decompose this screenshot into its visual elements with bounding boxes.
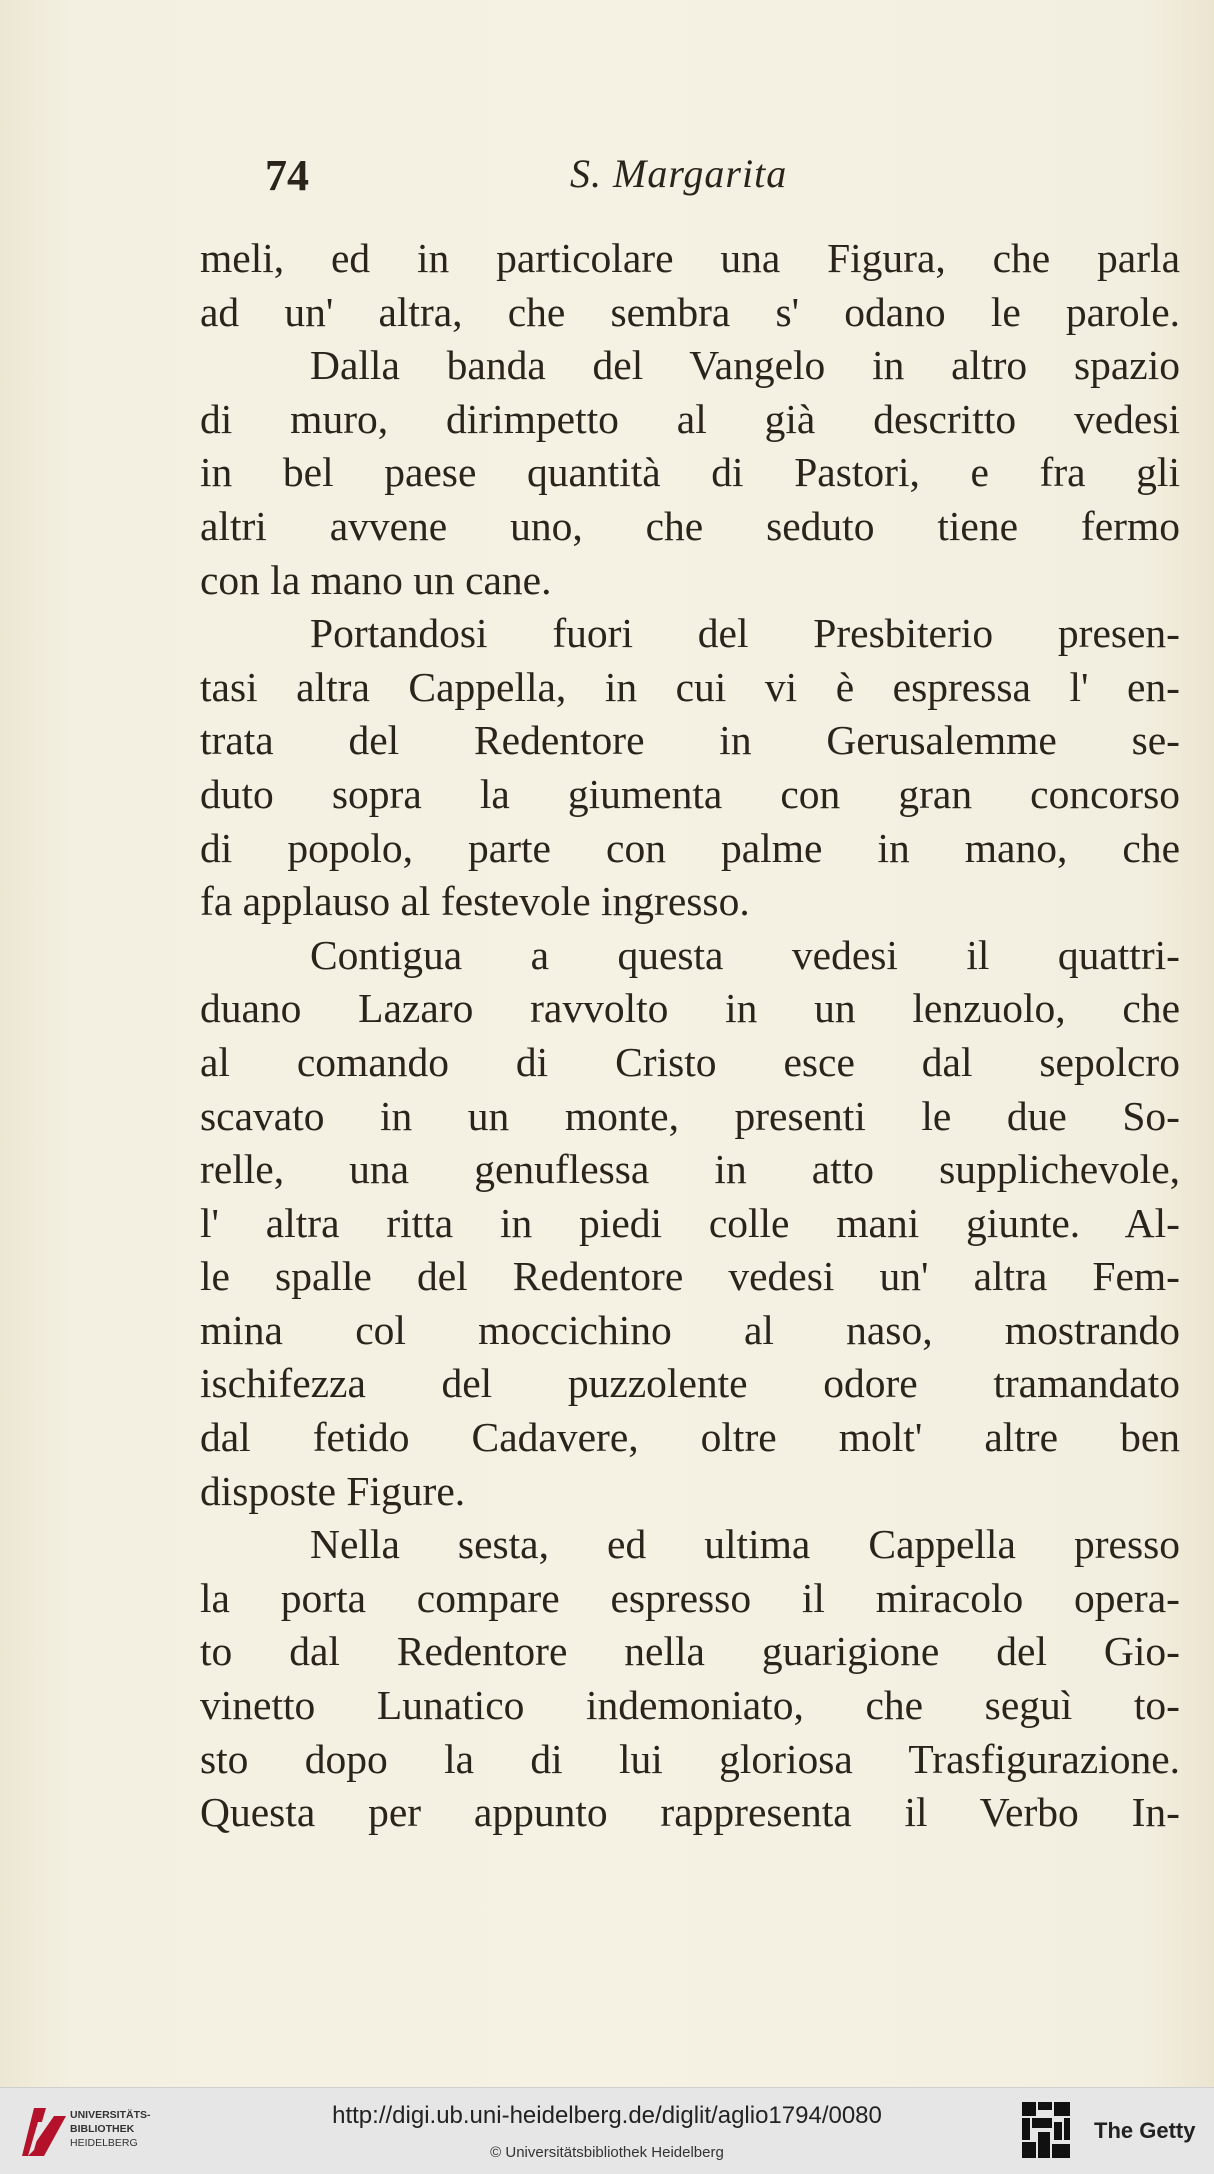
text-line: duto sopra la giumenta con gran concorso bbox=[200, 770, 1180, 817]
getty-name: The Getty bbox=[1094, 2118, 1196, 2143]
text-line: in bel paese quantità di Pastori, e fra gli bbox=[200, 449, 1180, 496]
text-line: con la mano un cane. bbox=[200, 556, 552, 603]
getty-logo-icon bbox=[1020, 2100, 1072, 2160]
text-line: ischifezza del puzzolente odore tramandato bbox=[200, 1360, 1180, 1407]
permalink-url[interactable]: http://digi.ub.uni-heidelberg.de/diglit/aglio1794/0080 bbox=[332, 2102, 882, 2129]
text-line: tasi altra Cappella, in cui vi è espressa l' en- bbox=[200, 663, 1180, 710]
text-line: ad un' altra, che sembra s' odano le parole. bbox=[200, 288, 1180, 335]
text-line: sto dopo la di lui gloriosa Trasfigurazione. bbox=[200, 1735, 1180, 1782]
text-line: meli, ed in particolare una Figura, che parla bbox=[200, 235, 1180, 281]
page-number: 74 bbox=[265, 151, 309, 200]
text-line: di popolo, parte con palme in mano, che bbox=[200, 824, 1180, 871]
ub-line-3: HEIDELBERG bbox=[70, 2137, 138, 2149]
text-line: la porta compare espresso il miracolo opera- bbox=[200, 1574, 1180, 1621]
text-line: Questa per appunto rappresenta il Verbo In- bbox=[200, 1789, 1180, 1836]
running-title: S. Margarita bbox=[570, 151, 788, 196]
text-line: mina col moccichino al naso, mostrando bbox=[200, 1306, 1180, 1353]
text-line: fa applauso al festevole ingresso. bbox=[200, 878, 750, 925]
text-line: vinetto Lunatico indemoniato, che seguì to- bbox=[200, 1682, 1180, 1729]
text-line: scavato in un monte, presenti le due So- bbox=[200, 1092, 1180, 1139]
text-line: to dal Redentore nella guarigione del Gio- bbox=[200, 1628, 1180, 1675]
text-line: Portandosi fuori del Presbiterio presen- bbox=[310, 610, 1180, 657]
text-line: al comando di Cristo esce dal sepolcro bbox=[200, 1038, 1180, 1085]
text-line: altri avvene uno, che seduto tiene fermo bbox=[200, 502, 1180, 549]
page-header bbox=[265, 150, 845, 210]
text-line: duano Lazaro ravvolto in un lenzuolo, che bbox=[200, 985, 1180, 1032]
text-line: Contigua a questa vedesi il quattri- bbox=[310, 931, 1180, 978]
text-line: Nella sesta, ed ultima Cappella presso bbox=[310, 1521, 1180, 1568]
text-line: trata del Redentore in Gerusalemme se- bbox=[200, 717, 1180, 764]
ub-line-2: BIBLIOTHEK bbox=[70, 2123, 135, 2135]
ub-line-1: UNIVERSITÄTS- bbox=[70, 2109, 151, 2121]
text-line: Dalla banda del Vangelo in altro spazio bbox=[310, 342, 1180, 389]
text-line: le spalle del Redentore vedesi un' altra Fem- bbox=[200, 1253, 1180, 1300]
text-line: relle, una genuflessa in atto supplichevole, bbox=[200, 1146, 1180, 1193]
body-text bbox=[200, 232, 1180, 1840]
text-line: disposte Figure. bbox=[200, 1467, 466, 1514]
footer-bar bbox=[0, 2087, 1214, 2174]
text-line: di muro, dirimpetto al già descritto vedesi bbox=[200, 395, 1180, 442]
copyright-notice: © Universitätsbibliothek Heidelberg bbox=[490, 2144, 724, 2161]
text-line: l' altra ritta in piedi colle mani giunte. Al- bbox=[200, 1199, 1180, 1246]
text-line: dal fetido Cadavere, oltre molt' altre ben bbox=[200, 1414, 1180, 1461]
